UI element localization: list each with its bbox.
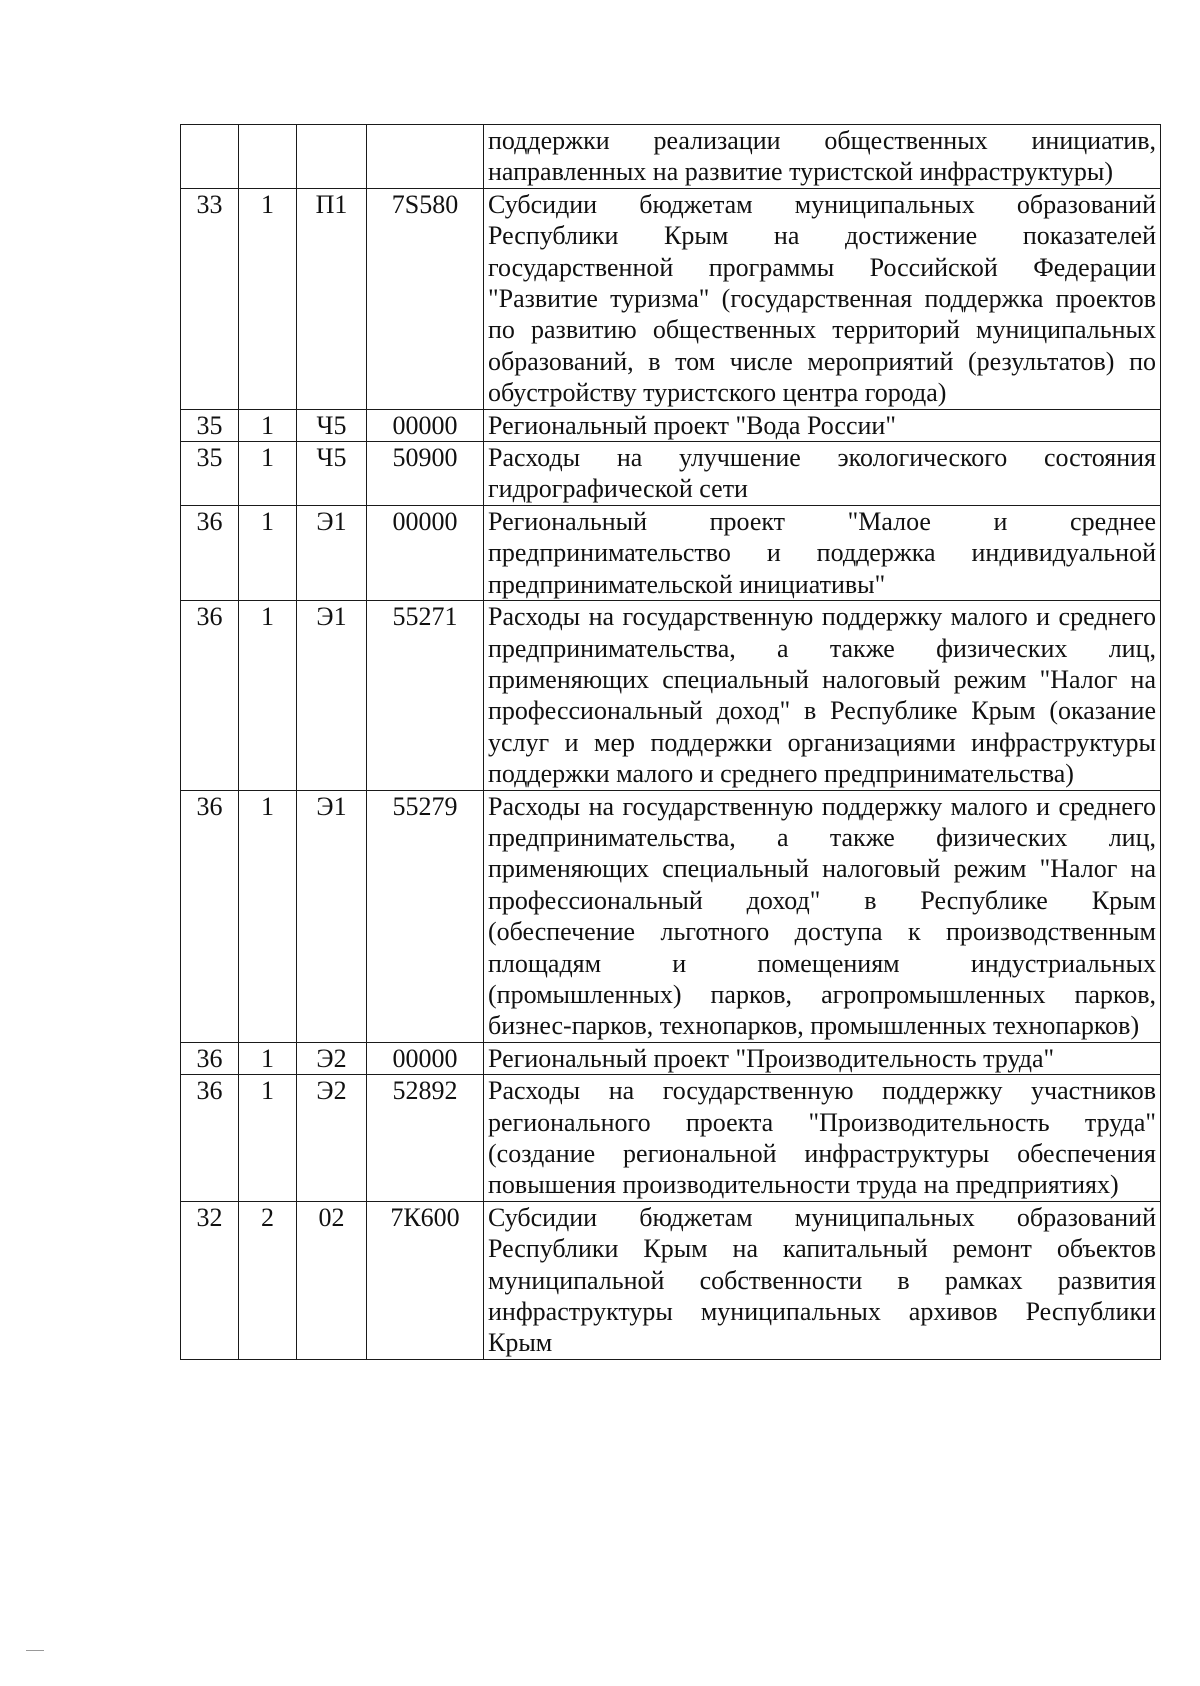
- code-program-cell: 33: [181, 188, 239, 409]
- code-direction-cell: 52892: [367, 1075, 484, 1202]
- description-cell: Региональный проект "Производительность труда": [484, 1042, 1161, 1074]
- code-direction-cell: 55279: [367, 790, 484, 1042]
- scan-artifact-mark: [26, 1650, 44, 1651]
- code-subprogram-cell: 1: [239, 601, 297, 790]
- description-cell: Расходы на улучшение экологического состояния гидрографической сети: [484, 442, 1161, 506]
- code-direction-cell: 7К600: [367, 1201, 484, 1359]
- code-event-cell: Э1: [297, 505, 367, 600]
- code-event-cell: 02: [297, 1201, 367, 1359]
- code-direction-cell: 50900: [367, 442, 484, 506]
- code-program-cell: 36: [181, 790, 239, 1042]
- table-row: [181, 125, 1161, 189]
- code-subprogram-cell: 1: [239, 188, 297, 409]
- table-row: [181, 409, 1161, 441]
- code-event-cell: Э2: [297, 1042, 367, 1074]
- table-row: [181, 442, 1161, 506]
- table-row: [181, 1075, 1161, 1202]
- table-body: [181, 125, 1161, 1360]
- code-direction-cell: 00000: [367, 505, 484, 600]
- code-subprogram-cell: 1: [239, 442, 297, 506]
- code-subprogram-cell: 1: [239, 1075, 297, 1202]
- code-program-cell: 35: [181, 409, 239, 441]
- description-cell: Региональный проект "Малое и среднее предпринимательство и поддержка индивидуальной предпринимательской инициативы": [484, 505, 1161, 600]
- code-direction-cell: 7S580: [367, 188, 484, 409]
- description-cell: Расходы на государственную поддержку малого и среднего предпринимательства, а также физических лиц, применяющих специальный налоговый режим "Налог на профессиональный доход" в Республике Крым (оказание услуг и мер поддержки организациями инфраструктуры поддержки малого и среднего предпринимательства): [484, 601, 1161, 790]
- code-direction-cell: 00000: [367, 409, 484, 441]
- code-direction-cell: [367, 125, 484, 189]
- code-subprogram-cell: [239, 125, 297, 189]
- table-row: [181, 505, 1161, 600]
- code-direction-cell: 00000: [367, 1042, 484, 1074]
- code-event-cell: [297, 125, 367, 189]
- table-row: [181, 790, 1161, 1042]
- table-row: [181, 188, 1161, 409]
- code-program-cell: 36: [181, 1042, 239, 1074]
- code-program-cell: 36: [181, 601, 239, 790]
- description-cell: Субсидии бюджетам муниципальных образований Республики Крым на достижение показателей государственной программы Российской Федерации "Развитие туризма" (государственная поддержка проектов по развитию общественных территорий муниципальных образований, в том числе мероприятий (результатов) по обустройству туристского центра города): [484, 188, 1161, 409]
- code-subprogram-cell: 2: [239, 1201, 297, 1359]
- description-cell: Региональный проект "Вода России": [484, 409, 1161, 441]
- code-program-cell: 36: [181, 1075, 239, 1202]
- table-row: [181, 1042, 1161, 1074]
- code-program-cell: 35: [181, 442, 239, 506]
- code-event-cell: Ч5: [297, 442, 367, 506]
- code-event-cell: Э2: [297, 1075, 367, 1202]
- description-cell: Расходы на государственную поддержку участников регионального проекта "Производительность труда" (создание региональной инфраструктуры обеспечения повышения производительности труда на предприятиях): [484, 1075, 1161, 1202]
- code-direction-cell: 55271: [367, 601, 484, 790]
- table-row: [181, 601, 1161, 790]
- code-subprogram-cell: 1: [239, 1042, 297, 1074]
- code-event-cell: Э1: [297, 601, 367, 790]
- code-event-cell: Ч5: [297, 409, 367, 441]
- description-cell: поддержки реализации общественных инициатив, направленных на развитие туристской инфраструктуры): [484, 125, 1161, 189]
- code-event-cell: Э1: [297, 790, 367, 1042]
- code-event-cell: П1: [297, 188, 367, 409]
- description-cell: Расходы на государственную поддержку малого и среднего предпринимательства, а также физических лиц, применяющих специальный налоговый режим "Налог на профессиональный доход" в Республике Крым (обеспечение льготного доступа к производственным площадям и помещениям индустриальных (промышленных) парков, агропромышленных парков, бизнес-парков, технопарков, промышленных технопарков): [484, 790, 1161, 1042]
- code-program-cell: [181, 125, 239, 189]
- code-subprogram-cell: 1: [239, 505, 297, 600]
- code-program-cell: 32: [181, 1201, 239, 1359]
- code-subprogram-cell: 1: [239, 409, 297, 441]
- table-row: [181, 1201, 1161, 1359]
- code-subprogram-cell: 1: [239, 790, 297, 1042]
- budget-classification-table: [180, 124, 1161, 1360]
- code-program-cell: 36: [181, 505, 239, 600]
- description-cell: Субсидии бюджетам муниципальных образований Республики Крым на капитальный ремонт объектов муниципальной собственности в рамках развития инфраструктуры муниципальных архивов Республики Крым: [484, 1201, 1161, 1359]
